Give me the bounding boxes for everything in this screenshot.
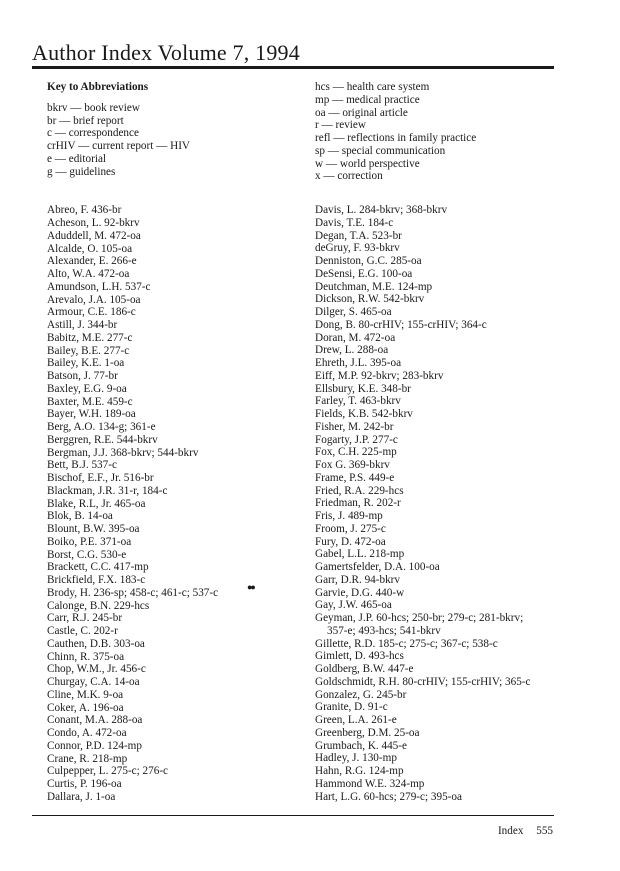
index-entry: Culpepper, L. 275-c; 276-c xyxy=(47,765,169,778)
index-entry: Hadley, J. 130-mp xyxy=(315,752,397,765)
index-entry: Babitz, M.E. 277-c xyxy=(47,331,133,344)
index-entry: Brackett, C.C. 417-mp xyxy=(47,561,149,574)
key-item: e — editorial xyxy=(47,152,107,165)
index-entry: Alexander, E. 266-e xyxy=(47,255,137,268)
index-entry: Alto, W.A. 472-oa xyxy=(47,268,130,280)
index-entry: Eiff, M.P. 92-bkrv; 283-bkrv xyxy=(315,369,444,382)
index-entry: Astill, J. 344-br xyxy=(47,319,118,331)
index-entry: Fields, K.B. 542-bkrv xyxy=(315,408,413,420)
index-entry: Dallara, J. 1-oa xyxy=(47,790,116,803)
index-entry: Bailey, K.E. 1-oa xyxy=(47,357,125,370)
key-item: refl — reflections in family practice xyxy=(315,132,477,144)
key-item: hcs — health care system xyxy=(315,81,430,93)
index-entry: Bailey, B.E. 277-c xyxy=(47,344,130,357)
index-entry: Amundson, L.H. 537-c xyxy=(47,280,151,293)
index-entry: Baxley, E.G. 9-oa xyxy=(47,382,127,395)
right-column xyxy=(315,81,575,803)
index-entry: Abreo, F. 436-br xyxy=(47,204,122,217)
ink-mark: ●● xyxy=(247,582,254,592)
index-entry: Chop, W.M., Jr. 456-c xyxy=(47,663,146,676)
key-item: x — correction xyxy=(315,170,383,183)
index-entry: Goldberg, B.W. 447-e xyxy=(315,663,414,675)
index-entry: Fisher, M. 242-br xyxy=(315,420,394,433)
index-entry: Condo, A. 472-oa xyxy=(47,727,127,739)
index-entry: Churgay, C.A. 14-oa xyxy=(47,676,140,688)
key-item: oa — original article xyxy=(315,106,408,119)
index-entry: Friedman, R. 202-r xyxy=(315,497,401,510)
index-entry: DeSensi, E.G. 100-oa xyxy=(315,267,413,280)
author-index-left xyxy=(47,204,297,803)
index-entry: Blake, R.L, Jr. 465-oa xyxy=(47,497,146,510)
key-heading: Key to Abbreviations xyxy=(47,81,149,93)
index-entry: Dickson, R.W. 542-bkrv xyxy=(315,293,425,306)
author-index-right xyxy=(315,204,575,803)
index-entry: Granite, D. 91-c xyxy=(315,701,388,714)
index-entry: 357-e; 493-hcs; 541-bkrv xyxy=(327,624,441,637)
left-column xyxy=(47,81,297,804)
index-entry: Cauthen, D.B. 303-oa xyxy=(47,637,145,650)
index-entry: Froom, J. 275-c xyxy=(315,522,386,535)
index-entry: Drew, L. 288-oa xyxy=(315,344,389,357)
index-entry: Bett, B.J. 537-c xyxy=(47,459,117,472)
index-entry: Gimlett, D. 493-hcs xyxy=(315,650,404,663)
index-entry: Calonge, B.N. 229-hcs xyxy=(47,599,150,612)
index-entry: Gabel, L.L. 218-mp xyxy=(315,548,405,561)
key-item: c — correspondence xyxy=(47,127,139,140)
index-entry: Batson, J. 77-br xyxy=(47,370,118,382)
index-entry: Bayer, W.H. 189-oa xyxy=(47,408,136,421)
key-item: g — guidelines xyxy=(47,165,116,178)
index-entry: Hahn, R.G. 124-mp xyxy=(315,765,404,777)
index-entry: Geyman, J.P. 60-hcs; 250-br; 279-c; 281-bkrv; xyxy=(315,612,524,624)
index-entry: Blok, B. 14-oa xyxy=(47,510,113,523)
page-title: Author Index Volume 7, 1994 xyxy=(32,40,300,65)
page-footer xyxy=(498,825,553,837)
index-entry: Boiko, P.E. 371-oa xyxy=(47,535,132,548)
index-entry: Carr, R.J. 245-br xyxy=(47,612,123,625)
key-item: r — review xyxy=(315,119,366,132)
index-entry: Grumbach, K. 445-e xyxy=(315,739,407,752)
index-entry: Goldschmidt, R.H. 80-crHIV; 155-crHIV; 365-c xyxy=(315,675,531,688)
index-entry: Fox G. 369-bkrv xyxy=(315,459,390,471)
key-item: bkrv — book review xyxy=(47,101,140,114)
index-entry: Borst, C.G. 530-e xyxy=(47,548,127,561)
index-entry: Fris, J. 489-mp xyxy=(315,510,383,522)
index-entry: Blount, B.W. 395-oa xyxy=(47,523,140,535)
index-entry: Fogarty, J.P. 277-c xyxy=(315,433,398,446)
index-entry: Green, L.A. 261-e xyxy=(315,714,397,726)
index-entry: Hart, L.G. 60-hcs; 279-c; 395-oa xyxy=(315,790,462,803)
index-entry: Denniston, G.C. 285-oa xyxy=(315,255,422,267)
index-entry: Dong, B. 80-crHIV; 155-crHIV; 364-c xyxy=(315,318,487,331)
index-entry: Davis, T.E. 184-c xyxy=(315,216,394,229)
key-item: crHIV — current report — HIV xyxy=(47,140,191,152)
index-entry: Doran, M. 472-oa xyxy=(315,331,396,344)
index-entry: Alcalde, O. 105-oa xyxy=(47,242,133,255)
index-entry: Gillette, R.D. 185-c; 275-c; 367-c; 538-c xyxy=(315,637,498,650)
index-entry: Arevalo, J.A. 105-oa xyxy=(47,293,141,306)
index-entry: Garvie, D.G. 440-w xyxy=(315,586,405,599)
page-number: 555 xyxy=(536,825,553,837)
index-entry: Ellsbury, K.E. 348-br xyxy=(315,382,411,395)
index-entry: Fried, R.A. 229-hcs xyxy=(315,484,404,497)
index-entry: Connor, P.D. 124-mp xyxy=(47,739,142,752)
index-entry: Armour, C.E. 186-c xyxy=(47,306,136,319)
index-entry: Greenberg, D.M. 25-oa xyxy=(315,726,420,739)
index-entry: Degan, T.A. 523-br xyxy=(315,229,402,242)
index-entry: Aduddell, M. 472-oa xyxy=(47,229,141,242)
index-entry: Baxter, M.E. 459-c xyxy=(47,395,133,408)
footer-rule xyxy=(32,815,554,816)
index-entry: Davis, L. 284-bkrv; 368-bkrv xyxy=(315,204,448,216)
index-entry: Fox, C.H. 225-mp xyxy=(315,446,397,459)
title-rule xyxy=(32,66,554,69)
index-entry: Gamertsfelder, D.A. 100-oa xyxy=(315,561,440,573)
index-entry: Garr, D.R. 94-bkrv xyxy=(315,573,400,586)
index-entry: Castle, C. 202-r xyxy=(47,625,118,637)
index-entry: Curtis, P. 196-oa xyxy=(47,778,122,790)
footer-label: Index xyxy=(497,825,524,837)
key-item: br — brief report xyxy=(47,114,124,127)
index-entry: Brickfield, F.X. 183-c xyxy=(47,574,146,586)
key-item: mp — medical practice xyxy=(315,93,420,106)
index-entry: Berg, A.O. 134-g; 361-e xyxy=(47,421,156,433)
key-item: sp — special communication xyxy=(315,144,446,157)
index-entry: Bischof, E.F., Jr. 516-br xyxy=(47,472,154,484)
index-entry: Gonzalez, G. 245-br xyxy=(315,688,407,701)
index-entry: Deutchman, M.E. 124-mp xyxy=(315,280,433,293)
index-entry: Dilger, S. 465-oa xyxy=(315,306,392,318)
index-entry: Cline, M.K. 9-oa xyxy=(47,688,124,701)
index-entry: Berggren, R.E. 544-bkrv xyxy=(47,433,158,446)
index-entry: Conant, M.A. 288-oa xyxy=(47,714,143,727)
index-entry: Crane, R. 218-mp xyxy=(47,752,128,765)
index-entry: Blackman, J.R. 31-r, 184-c xyxy=(47,484,168,497)
key-item: w — world perspective xyxy=(315,157,420,170)
index-entry: Acheson, L. 92-bkrv xyxy=(47,217,140,229)
index-entry: Coker, A. 196-oa xyxy=(47,701,124,714)
index-entry: Gay, J.W. 465-oa xyxy=(315,599,392,612)
index-entry: Frame, P.S. 449-e xyxy=(315,471,395,484)
index-entry: Hammond W.E. 324-mp xyxy=(315,777,425,790)
index-entry: Ehreth, J.L. 395-oa xyxy=(315,357,402,369)
index-entry: Chinn, R. 375-oa xyxy=(47,650,125,663)
index-entry: deGruy, F. 93-bkrv xyxy=(315,242,400,255)
index-entry: Farley, T. 463-bkrv xyxy=(315,395,401,408)
index-entry: Fury, D. 472-oa xyxy=(315,535,386,548)
index-entry: Bergman, J.J. 368-bkrv; 544-bkrv xyxy=(47,446,199,459)
index-entry: Brody, H. 236-sp; 458-c; 461-c; 537-c xyxy=(47,586,219,599)
